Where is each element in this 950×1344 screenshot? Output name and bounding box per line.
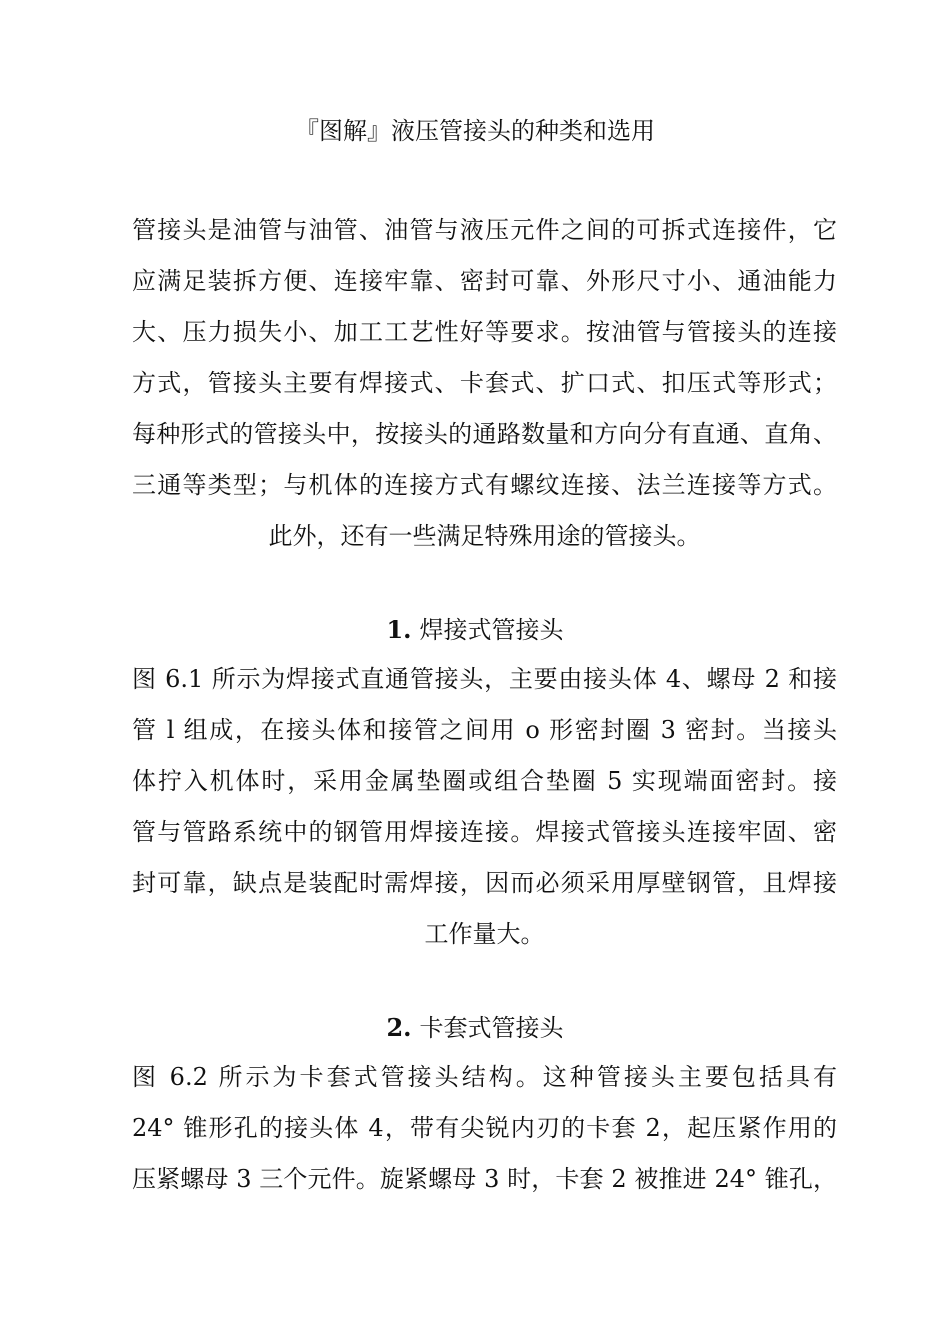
section-2-line: 压紧螺母 3 三个元件。旋紧螺母 3 时，卡套 2 被推进 24° 锥孔， [132, 1165, 837, 1193]
section-1-line: 管 l 组成，在接头体和接管之间用 o 形密封圈 3 密封。当接头 [132, 716, 837, 744]
section-2-line: 24° 锥形孔的接头体 4，带有尖锐内刃的卡套 2，起压紧作用的 [132, 1114, 837, 1142]
intro-line: 应满足装拆方便、连接牢靠、密封可靠、外形尺寸小、通油能力 [132, 267, 837, 295]
section-1-line: 工作量大。 [424, 920, 545, 948]
section-title: 卡套式管接头 [419, 1014, 564, 1042]
section-1-heading [0, 612, 950, 648]
document-title: 『图解』液压管接头的种类和选用 [295, 117, 655, 145]
intro-line: 管接头是油管与油管、油管与液压元件之间的可拆式连接件，它 [132, 216, 837, 244]
intro-line: 每种形式的管接头中，按接头的通路数量和方向分有直通、直角、 [132, 420, 837, 448]
section-1-line: 管与管路系统中的钢管用焊接连接。焊接式管接头连接牢固、密 [132, 818, 837, 846]
section-2-line: 图 6.2 所示为卡套式管接头结构。这种管接头主要包括具有 [132, 1063, 837, 1091]
section-title: 焊接式管接头 [419, 616, 564, 644]
intro-line: 三通等类型；与机体的连接方式有螺纹连接、法兰连接等方式。 [132, 471, 837, 499]
section-1-line: 图 6.1 所示为焊接式直通管接头，主要由接头体 4、螺母 2 和接 [132, 665, 837, 693]
section-2-paragraph [132, 1052, 837, 1205]
section-number: 2. [386, 1013, 412, 1042]
intro-line: 大、压力损失小、加工工艺性好等要求。按油管与管接头的连接 [132, 318, 837, 346]
intro-line: 方式，管接头主要有焊接式、卡套式、扩口式、扣压式等形式； [132, 369, 837, 397]
intro-paragraph [132, 205, 837, 562]
section-1-line: 体拧入机体时，采用金属垫圈或组合垫圈 5 实现端面密封。接 [132, 767, 837, 795]
section-2-heading [0, 1010, 950, 1046]
intro-line: 此外，还有一些满足特殊用途的管接头。 [268, 522, 701, 550]
section-number: 1. [386, 615, 412, 644]
section-1-line: 封可靠，缺点是装配时需焊接，因而必须采用厚壁钢管，且焊接 [132, 869, 837, 897]
section-1-paragraph [132, 654, 837, 960]
